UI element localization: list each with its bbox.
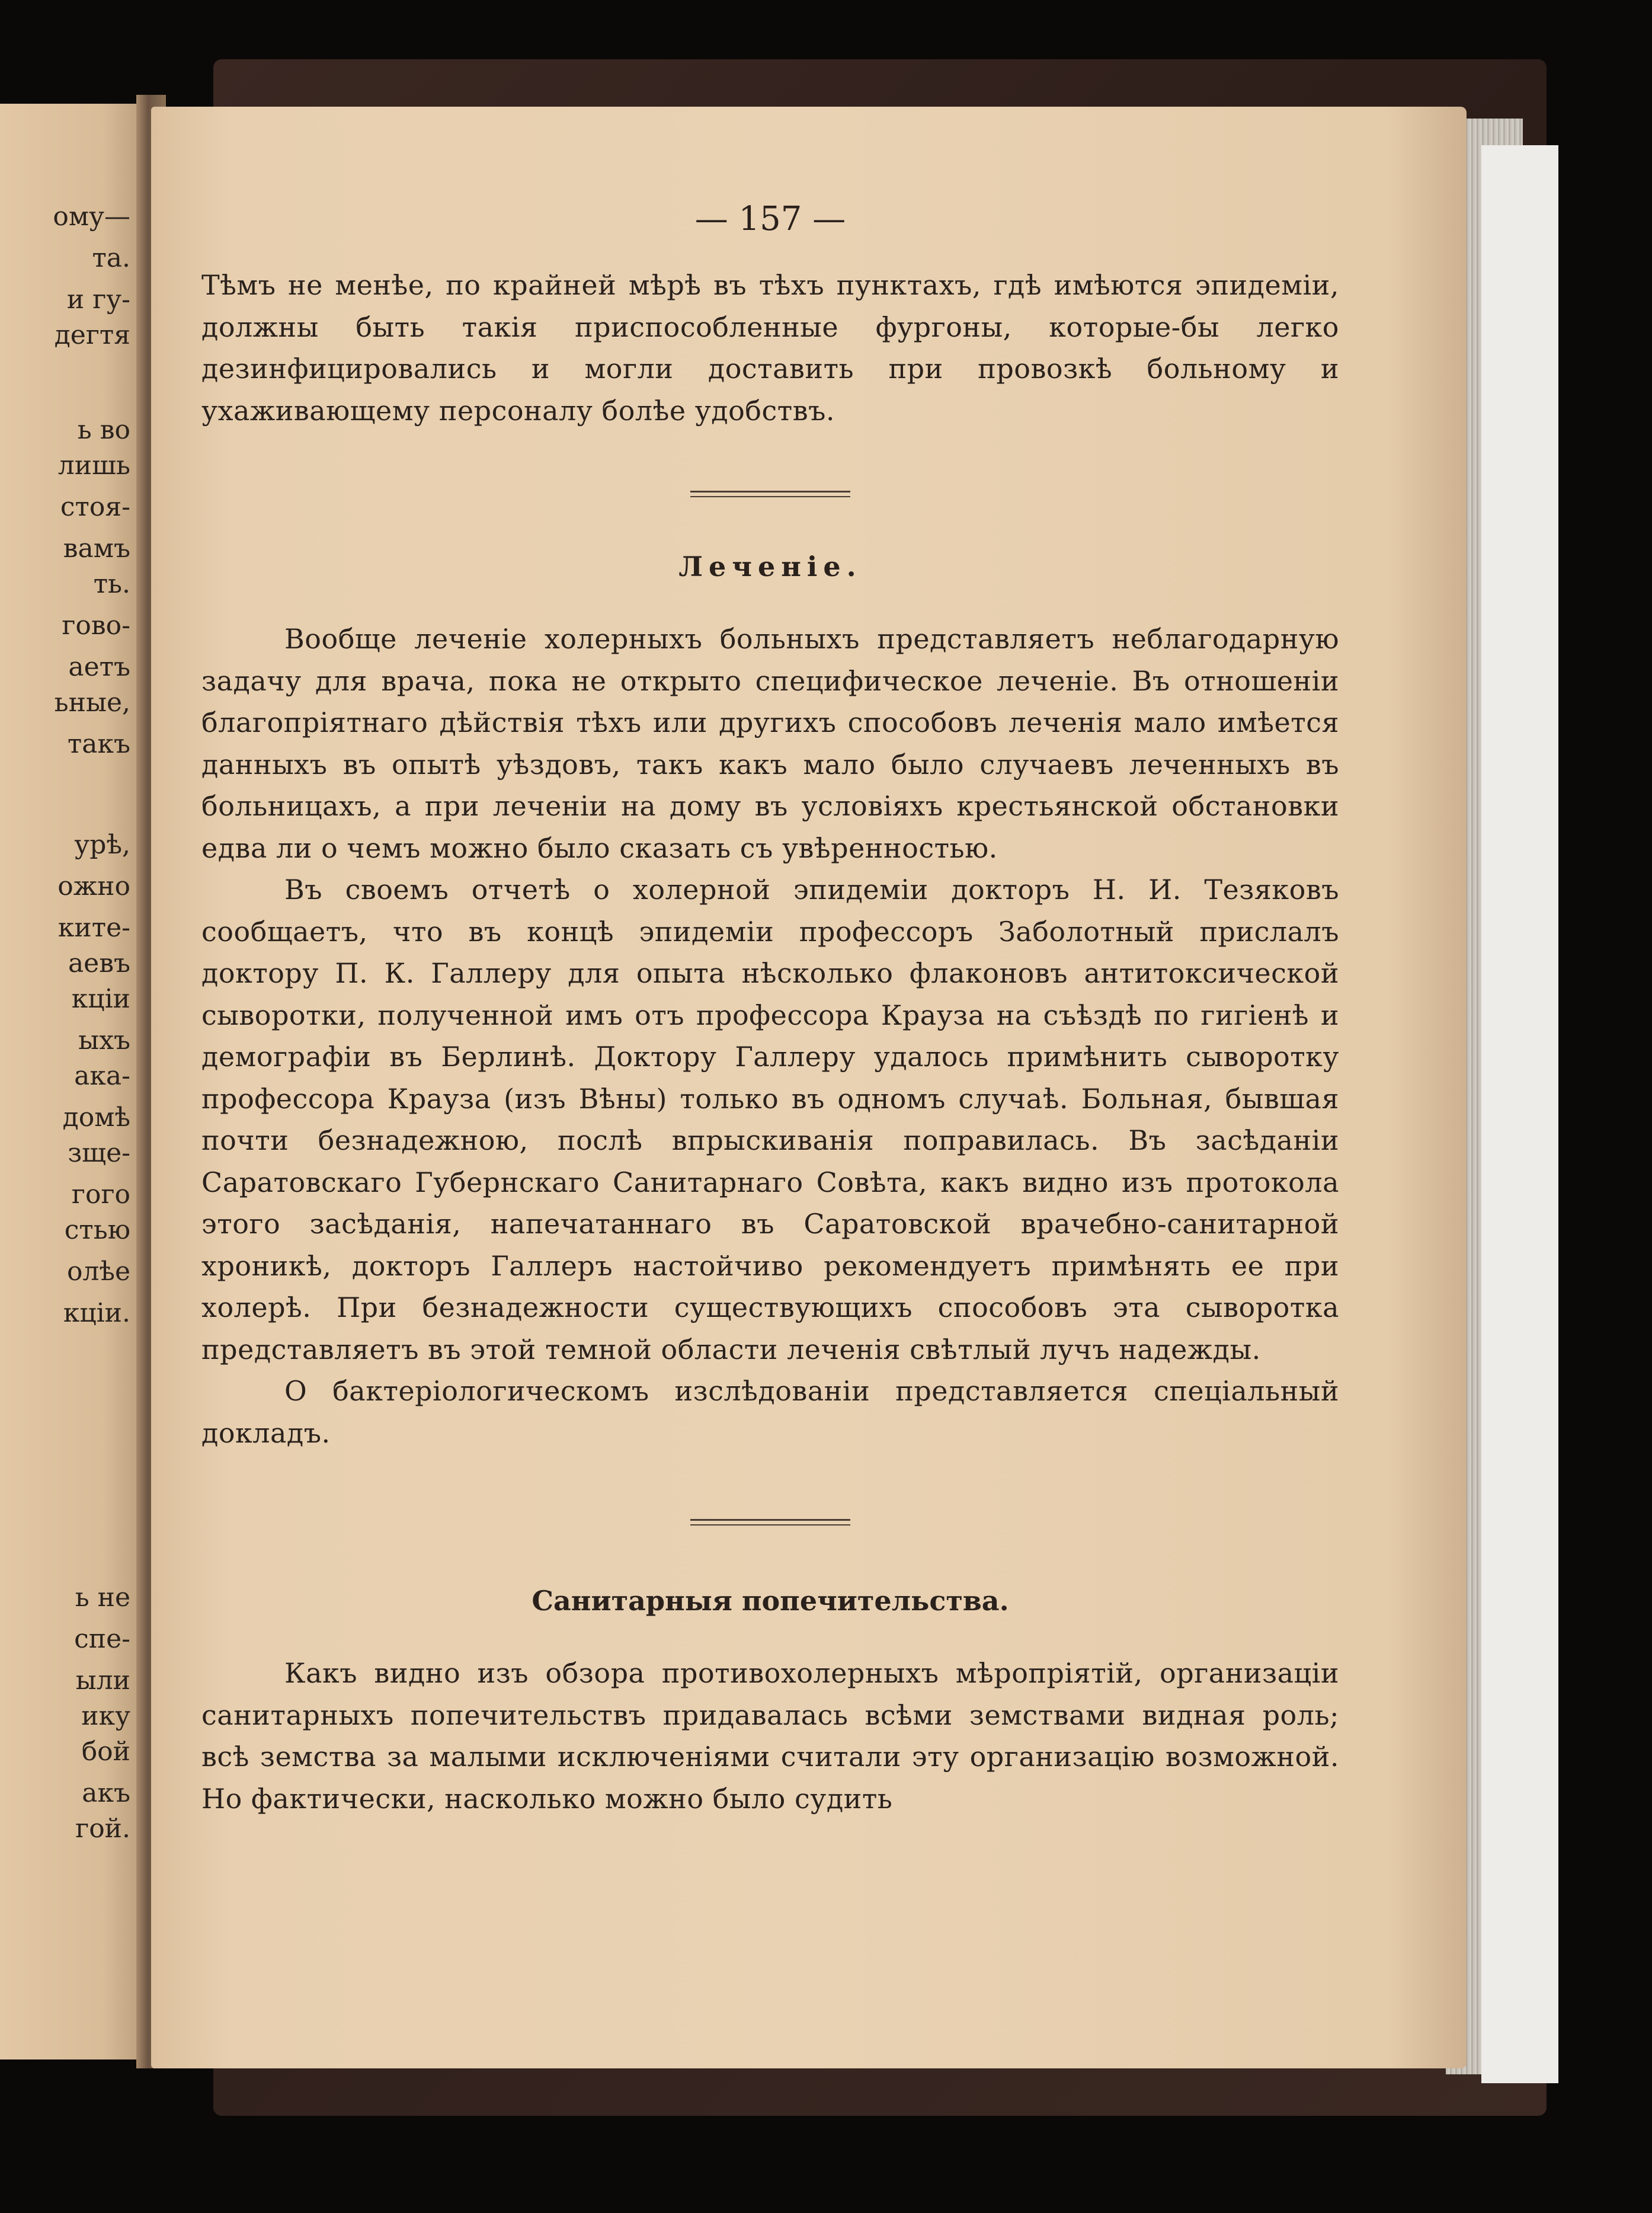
- section-heading-treatment: Леченіе.: [678, 551, 862, 583]
- left-page-line: такъ: [67, 729, 130, 759]
- left-page-line: ака-: [74, 1061, 130, 1091]
- left-page-line: гой.: [75, 1814, 130, 1844]
- left-page-line: акъ: [82, 1778, 130, 1808]
- left-page-line: олѣе: [66, 1256, 130, 1287]
- left-page-line: стью: [64, 1215, 130, 1245]
- page-number: — 157 —: [694, 200, 846, 238]
- left-page-line: ожно: [57, 871, 130, 901]
- left-page-line: гого: [71, 1179, 130, 1210]
- paragraph: Вообще леченіе холерныхъ больныхъ представляетъ неблагодарную задачу для врача, пока не открыто специфическое леченіе. Въ отношеніи благопріятнаго дѣйствія тѣхъ или другихъ способовъ леченія мало имѣется данныхъ въ опытѣ уѣздовъ, такъ какъ мало было случаевъ леченныхъ въ больницахъ, а при леченіи на дому въ условіяхъ крестьянской обстановки едва ли о чемъ можно было сказать съ увѣренностью.: [201, 623, 1339, 864]
- section-divider: [690, 1519, 850, 1526]
- left-page-line: кціи.: [63, 1298, 130, 1328]
- left-page-line: урѣ,: [74, 830, 130, 860]
- left-page-line: аетъ: [68, 652, 130, 682]
- section-divider: [690, 491, 850, 497]
- left-page-line: зще-: [68, 1138, 130, 1168]
- section-heading-sanitary: Санитарныя попечительства.: [532, 1585, 1009, 1617]
- left-page-line: домѣ: [62, 1102, 130, 1133]
- left-page: [0, 104, 147, 2060]
- left-page-line: лишь: [57, 450, 130, 481]
- left-page-line: ь во: [77, 415, 130, 445]
- left-page-line: и гу-: [66, 284, 130, 315]
- left-page-line: ките-: [57, 913, 130, 943]
- page-content: [201, 196, 1339, 1819]
- left-page-line: та.: [92, 243, 130, 273]
- left-page-line: гово-: [62, 610, 130, 641]
- left-page-line: спе-: [74, 1624, 130, 1654]
- loose-sheet: [1481, 145, 1558, 2083]
- left-page-line: аевъ: [68, 948, 130, 978]
- left-page-line: ь не: [75, 1582, 130, 1613]
- left-page-line: ть.: [93, 569, 130, 599]
- paragraph: Въ своемъ отчетѣ о холерной эпидеміи докторъ Н. И. Тезяковъ сообщаетъ, что въ концѣ эпидеміи профессоръ Заболотный прислалъ доктору П. К. Галлеру для опыта нѣсколько флаконовъ антитоксической сыворотки, полученной имъ отъ профессора Крауза на съѣздѣ по гигіенѣ и демографіи въ Берлинѣ. Доктору Галлеру удалось примѣнить сыворотку профессора Крауза (изъ Вѣны) только въ одномъ случаѣ. Больная, бывшая почти безнадежною, послѣ впрыскиванія поправилась. Въ засѣданіи Саратовскаго Губернскаго Санитарнаго Совѣта, какъ видно изъ протокола этого засѣданія, напечатаннаго въ Саратовской врачебно-санитарной хроникѣ, докторъ Галлеръ настойчиво рекомендуетъ примѣнять ее при холерѣ. При безнадежности существующихъ способовъ эта сыворотка представляетъ въ этой темной области леченія свѣтлый лучъ надежды.: [201, 874, 1339, 1365]
- left-page-line: ьные,: [54, 687, 130, 718]
- paragraph: Какъ видно изъ обзора противохолерныхъ мѣропріятій, организаціи санитарныхъ попечительствъ придавалась всѣми земствами видная роль; всѣ земства за малыми исключеніями считали эту организацію возможной. Но фактически, насколько можно было судить: [201, 1657, 1339, 1815]
- left-page-line: вамъ: [63, 533, 130, 564]
- left-page-line: ику: [81, 1701, 130, 1731]
- left-page-line: дегтя: [54, 320, 130, 350]
- left-page-line: ому—: [53, 202, 130, 232]
- left-page-line: бой: [81, 1736, 130, 1767]
- intro-paragraph: Тѣмъ не менѣе, по крайней мѣрѣ въ тѣхъ пунктахъ, гдѣ имѣются эпидеміи, должны быть такія приспособленные фургоны, которые-бы легко дезинфицировались и могли доставить при провозкѣ больному и ухаживающему персоналу болѣе удобствъ.: [201, 269, 1339, 427]
- left-page-line: стоя-: [60, 492, 130, 522]
- left-page-line: ыхъ: [78, 1025, 130, 1056]
- left-page-line: кціи: [71, 984, 130, 1014]
- left-page-line: ыли: [75, 1665, 130, 1696]
- paragraph: О бактеріологическомъ изслѣдованіи представляется спеціальный докладъ.: [201, 1375, 1339, 1449]
